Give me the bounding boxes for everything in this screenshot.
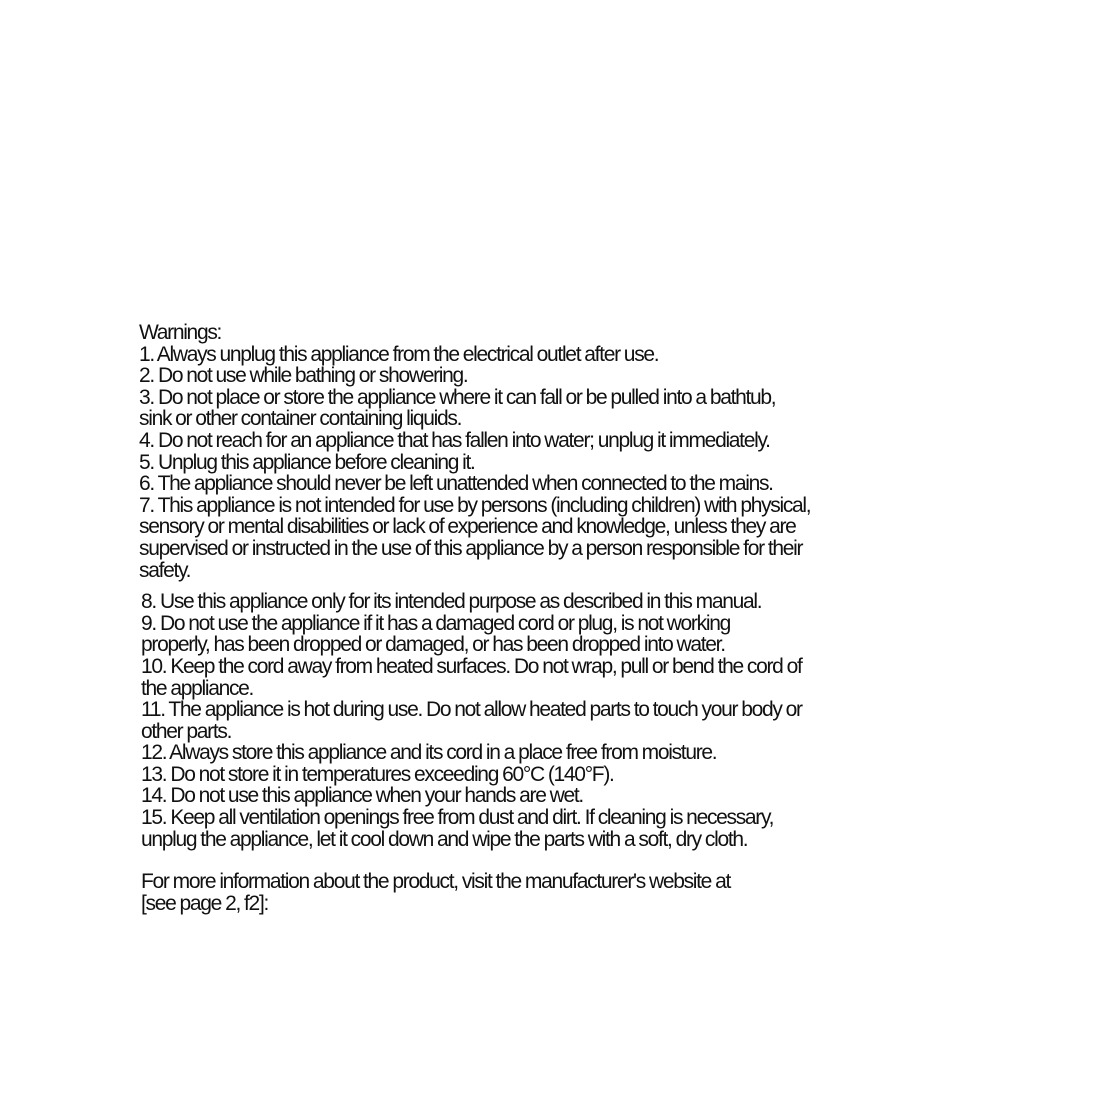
warning-line: 4. Do not reach for an appliance that has fallen into water; unplug it immediately. xyxy=(139,428,770,452)
more-info-text: For more information about the product, visit the manufacturer's website at xyxy=(141,870,731,894)
warning-line: other parts. xyxy=(141,719,232,743)
warnings-heading: Warnings: xyxy=(139,321,222,344)
more-info xyxy=(139,871,969,914)
warning-line: properly, has been dropped or damaged, or has been dropped into water. xyxy=(141,633,725,657)
warning-line: sensory or mental disabilities or lack of experience and knowledge, unless they are xyxy=(139,515,796,539)
warning-line: 14. Do not use this appliance when your hands are wet. xyxy=(141,784,583,808)
warnings-block-2 xyxy=(139,591,969,850)
warning-line: 5. Unplug this appliance before cleaning it. xyxy=(139,450,475,474)
warning-line: 13. Do not store it in temperatures exceeding 60°C (140°F). xyxy=(141,762,614,786)
warning-line: 8. Use this appliance only for its intended purpose as described in this manual. xyxy=(141,590,762,614)
warning-line: 9. Do not use the appliance if it has a damaged cord or plug, is not working xyxy=(141,611,730,635)
warning-line: safety. xyxy=(139,558,191,582)
warning-line: 15. Keep all ventilation openings free from dust and dirt. If cleaning is necessary, xyxy=(141,806,774,830)
warning-line: 7. This appliance is not intended for use by persons (including children) with physical, xyxy=(139,493,811,517)
warning-line: 12. Always store this appliance and its cord in a place free from moisture. xyxy=(141,741,717,765)
warning-line: 6. The appliance should never be left unattended when connected to the mains. xyxy=(139,472,773,496)
warning-line: unplug the appliance, let it cool down and wipe the parts with a soft, dry cloth. xyxy=(141,827,748,851)
warning-line: supervised or instructed in the use of this appliance by a person responsible for their xyxy=(139,536,803,560)
document-body xyxy=(139,322,969,914)
warning-line: 1. Always unplug this appliance from the electrical outlet after use. xyxy=(139,342,659,366)
warnings-block-1 xyxy=(139,322,969,581)
warning-line: 10. Keep the cord away from heated surfaces. Do not wrap, pull or bend the cord of xyxy=(141,654,802,678)
website-reference: [see page 2, f2]: xyxy=(141,891,269,915)
warning-line: 2. Do not use while bathing or showering. xyxy=(139,364,468,388)
warning-line: 11. The appliance is hot during use. Do not allow heated parts to touch your body or xyxy=(141,698,802,722)
warning-line: the appliance. xyxy=(141,676,254,700)
warning-line: sink or other container containing liquids. xyxy=(139,407,462,431)
warning-line: 3. Do not place or store the appliance where it can fall or be pulled into a bathtub, xyxy=(139,385,776,409)
